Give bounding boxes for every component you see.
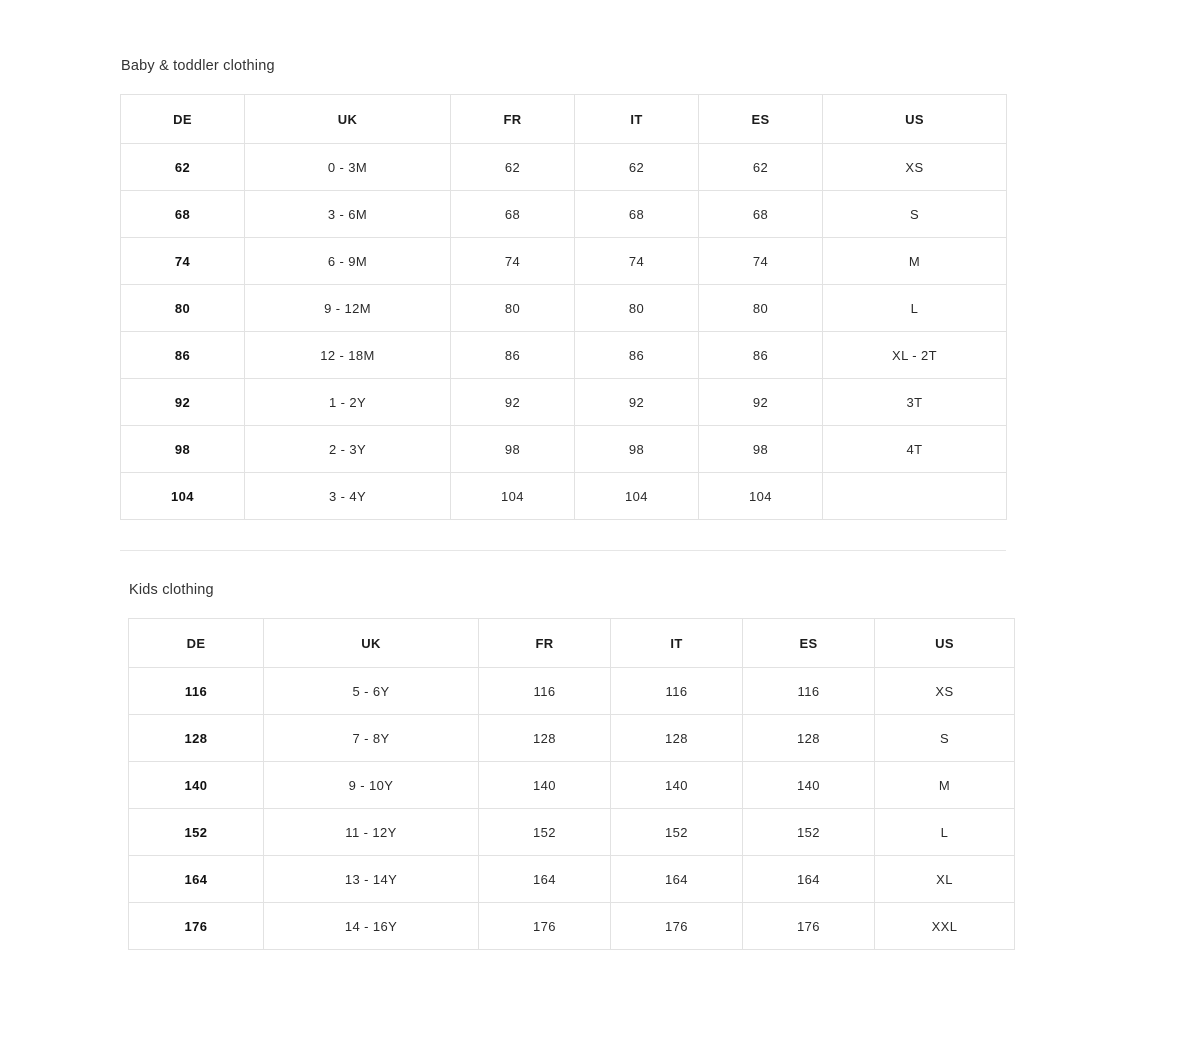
section-title-kids: Kids clothing — [129, 582, 214, 598]
cell-fr: 104 — [451, 473, 575, 520]
table-row — [121, 144, 1007, 191]
column-header-it: IT — [611, 619, 743, 668]
table-row — [121, 285, 1007, 332]
cell-us — [823, 473, 1007, 520]
cell-fr: 68 — [451, 191, 575, 238]
cell-uk: 9 - 12M — [245, 285, 451, 332]
cell-it: 104 — [575, 473, 699, 520]
cell-uk: 11 - 12Y — [264, 809, 479, 856]
cell-es: 62 — [699, 144, 823, 191]
cell-uk: 9 - 10Y — [264, 762, 479, 809]
cell-fr: 116 — [479, 668, 611, 715]
section-baby-toddler-clothing — [120, 58, 1006, 520]
section-kids-clothing — [128, 582, 1014, 950]
table-header-row — [121, 95, 1007, 144]
cell-fr: 152 — [479, 809, 611, 856]
cell-it: 176 — [611, 903, 743, 950]
cell-de: 164 — [129, 856, 264, 903]
cell-fr: 164 — [479, 856, 611, 903]
cell-uk: 13 - 14Y — [264, 856, 479, 903]
cell-it: 152 — [611, 809, 743, 856]
cell-es: 86 — [699, 332, 823, 379]
cell-it: 68 — [575, 191, 699, 238]
cell-de: 80 — [121, 285, 245, 332]
cell-fr: 62 — [451, 144, 575, 191]
cell-uk: 3 - 6M — [245, 191, 451, 238]
cell-uk: 2 - 3Y — [245, 426, 451, 473]
table-header-row — [129, 619, 1015, 668]
cell-uk: 14 - 16Y — [264, 903, 479, 950]
table-row — [121, 426, 1007, 473]
cell-es: 74 — [699, 238, 823, 285]
cell-es: 140 — [743, 762, 875, 809]
column-header-us: US — [823, 95, 1007, 144]
cell-it: 98 — [575, 426, 699, 473]
table-row — [129, 715, 1015, 762]
cell-it: 116 — [611, 668, 743, 715]
cell-de: 86 — [121, 332, 245, 379]
cell-us: 4T — [823, 426, 1007, 473]
cell-it: 140 — [611, 762, 743, 809]
cell-es: 80 — [699, 285, 823, 332]
cell-us: M — [823, 238, 1007, 285]
cell-fr: 128 — [479, 715, 611, 762]
cell-es: 152 — [743, 809, 875, 856]
cell-de: 128 — [129, 715, 264, 762]
table-row — [121, 379, 1007, 426]
table-row — [129, 809, 1015, 856]
cell-us: M — [875, 762, 1015, 809]
cell-it: 74 — [575, 238, 699, 285]
table-row — [129, 903, 1015, 950]
cell-us: S — [823, 191, 1007, 238]
cell-de: 74 — [121, 238, 245, 285]
section-divider — [120, 550, 1006, 551]
cell-us: XL - 2T — [823, 332, 1007, 379]
cell-es: 176 — [743, 903, 875, 950]
cell-it: 80 — [575, 285, 699, 332]
cell-it: 86 — [575, 332, 699, 379]
column-header-uk: UK — [245, 95, 451, 144]
cell-us: 3T — [823, 379, 1007, 426]
cell-uk: 3 - 4Y — [245, 473, 451, 520]
cell-uk: 5 - 6Y — [264, 668, 479, 715]
size-table-kids — [128, 618, 1015, 950]
column-header-it: IT — [575, 95, 699, 144]
cell-uk: 1 - 2Y — [245, 379, 451, 426]
cell-fr: 98 — [451, 426, 575, 473]
cell-it: 62 — [575, 144, 699, 191]
table-row — [121, 332, 1007, 379]
size-table-baby-toddler — [120, 94, 1007, 520]
cell-it: 92 — [575, 379, 699, 426]
cell-es: 116 — [743, 668, 875, 715]
table-row — [121, 473, 1007, 520]
table-row — [121, 191, 1007, 238]
cell-de: 68 — [121, 191, 245, 238]
cell-us: L — [823, 285, 1007, 332]
cell-de: 98 — [121, 426, 245, 473]
cell-it: 164 — [611, 856, 743, 903]
cell-uk: 6 - 9M — [245, 238, 451, 285]
cell-de: 116 — [129, 668, 264, 715]
cell-de: 92 — [121, 379, 245, 426]
cell-fr: 80 — [451, 285, 575, 332]
cell-de: 104 — [121, 473, 245, 520]
cell-fr: 140 — [479, 762, 611, 809]
table-row — [129, 762, 1015, 809]
cell-uk: 0 - 3M — [245, 144, 451, 191]
cell-es: 128 — [743, 715, 875, 762]
cell-uk: 7 - 8Y — [264, 715, 479, 762]
column-header-fr: FR — [451, 95, 575, 144]
cell-it: 128 — [611, 715, 743, 762]
cell-de: 176 — [129, 903, 264, 950]
cell-uk: 12 - 18M — [245, 332, 451, 379]
column-header-de: DE — [129, 619, 264, 668]
cell-es: 98 — [699, 426, 823, 473]
column-header-es: ES — [699, 95, 823, 144]
cell-fr: 92 — [451, 379, 575, 426]
section-title-baby-toddler: Baby & toddler clothing — [121, 58, 275, 74]
cell-de: 62 — [121, 144, 245, 191]
cell-es: 104 — [699, 473, 823, 520]
column-header-us: US — [875, 619, 1015, 668]
cell-fr: 74 — [451, 238, 575, 285]
cell-us: S — [875, 715, 1015, 762]
table-row — [121, 238, 1007, 285]
cell-es: 164 — [743, 856, 875, 903]
cell-fr: 86 — [451, 332, 575, 379]
cell-fr: 176 — [479, 903, 611, 950]
cell-us: XS — [875, 668, 1015, 715]
cell-es: 68 — [699, 191, 823, 238]
cell-us: L — [875, 809, 1015, 856]
cell-es: 92 — [699, 379, 823, 426]
column-header-uk: UK — [264, 619, 479, 668]
cell-us: XS — [823, 144, 1007, 191]
column-header-es: ES — [743, 619, 875, 668]
cell-us: XXL — [875, 903, 1015, 950]
column-header-de: DE — [121, 95, 245, 144]
cell-de: 140 — [129, 762, 264, 809]
cell-de: 152 — [129, 809, 264, 856]
column-header-fr: FR — [479, 619, 611, 668]
table-row — [129, 668, 1015, 715]
table-row — [129, 856, 1015, 903]
cell-us: XL — [875, 856, 1015, 903]
